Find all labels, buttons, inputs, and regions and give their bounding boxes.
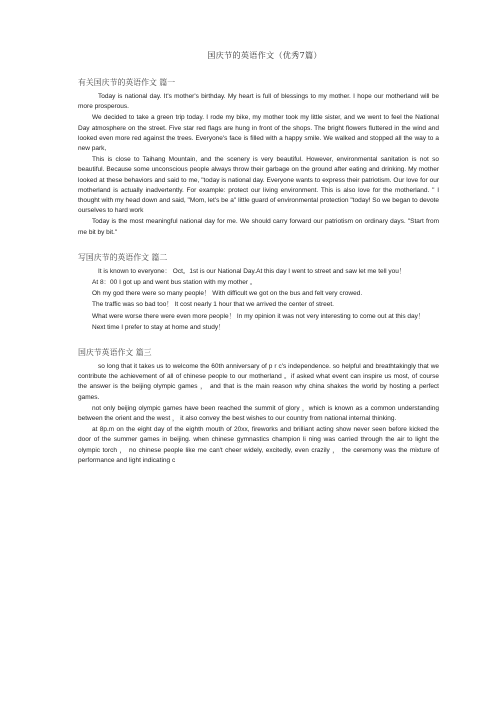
paragraph: not only beijing olympic games have been reached the summit of glory ，which is known as a common understanding between the orient and the west ， it also convey the best wishes to our country from national internal thinking. <box>78 404 439 423</box>
document-title: 国庆节的英语作文（优秀7篇） <box>207 50 322 60</box>
paragraph: at 8p.m on the eight day of the eighth mouth of 20xx, fireworks and brilliant acting show never seen before kicked the door of the summer games in beijing. when chinese gymnastics champion li ning was carried through the air to light the olympic torch ， no chinese people like me can't cheer widely, excitedly, even crazily ， the ceremony was the mixture of performance and light indicating c <box>78 426 439 464</box>
section-heading: 国庆节英语作文 篇三 <box>78 348 152 358</box>
paragraph: Oh my god there were so many people！ With difficult we got on the bus and felt very crowed. <box>92 290 363 298</box>
essay-section-1 <box>78 77 439 238</box>
paragraph: We decided to take a green trip today. I rode my bike, my mother took my little sister, and we went to feel the National Day atmosphere on the street. Five star red flags are hung in front of the shops. The bright flowers fluttered in the wind and looked even more red against the trees. Everyone's face is filled with a happy smile. We walked and stopped all the way to a new park, <box>78 114 439 153</box>
essay-section-2 <box>78 252 439 333</box>
paragraph: The traffic was so bad too！ It cost nearly 1 hour that we arrived the center of street. <box>92 301 334 309</box>
paragraph: At 8：00 I got up and went bus station with my mother 。 <box>92 279 257 287</box>
essay-section-3 <box>78 347 439 466</box>
section-heading: 写国庆节的英语作文 篇二 <box>78 252 168 262</box>
paragraph: This is close to Taihang Mountain, and the scenery is very beautiful. However, environmental sanitation is not so beautiful. Because some unconscious people always throw their garbage on the ground after eating and drinking. My mother looked at these behaviors and said to me, "today is national day. Everyone wants to express their patriotism. Our love for our motherland is actually inadvertently. For example: protect our living environment. This is also love for the motherland. " I thought with my head down and said, "Mom, let's be a" little guard of environmental protection "today! So we began to devote ourselves to hard work <box>78 156 439 215</box>
paragraph: so long that it takes us to welcome the 60th anniversary of p r c's independence. so helpful and breathtakingly that we contribute the achievement of all of chinese people to our motherland 。if asked what event can inspire us most, of course the answer is the beijing olympic games ， and that is the main reason why china shakes the world by hosting a perfect games. <box>78 363 439 401</box>
paragraph: Today is national day. It's mother's birthday. My heart is full of blessings to my mother. I hope our motherland will be more prosperous. <box>78 93 439 111</box>
paragraph: Next time I prefer to stay at home and study！ <box>92 323 225 331</box>
paragraph: It is known to everyone： Oct。1st is our National Day.At this day I went to street and saw let me tell you！ <box>98 267 406 275</box>
paragraph: Today is the most meaningful national day for me. We should carry forward our patriotism on ordinary days. "Start from me bit by bit." <box>78 218 439 236</box>
section-heading: 有关国庆节的英语作文 篇一 <box>78 78 176 87</box>
paragraph: What were worse there were even more people！ In my opinion it was not very interesting to come out at this day！ <box>92 312 425 320</box>
